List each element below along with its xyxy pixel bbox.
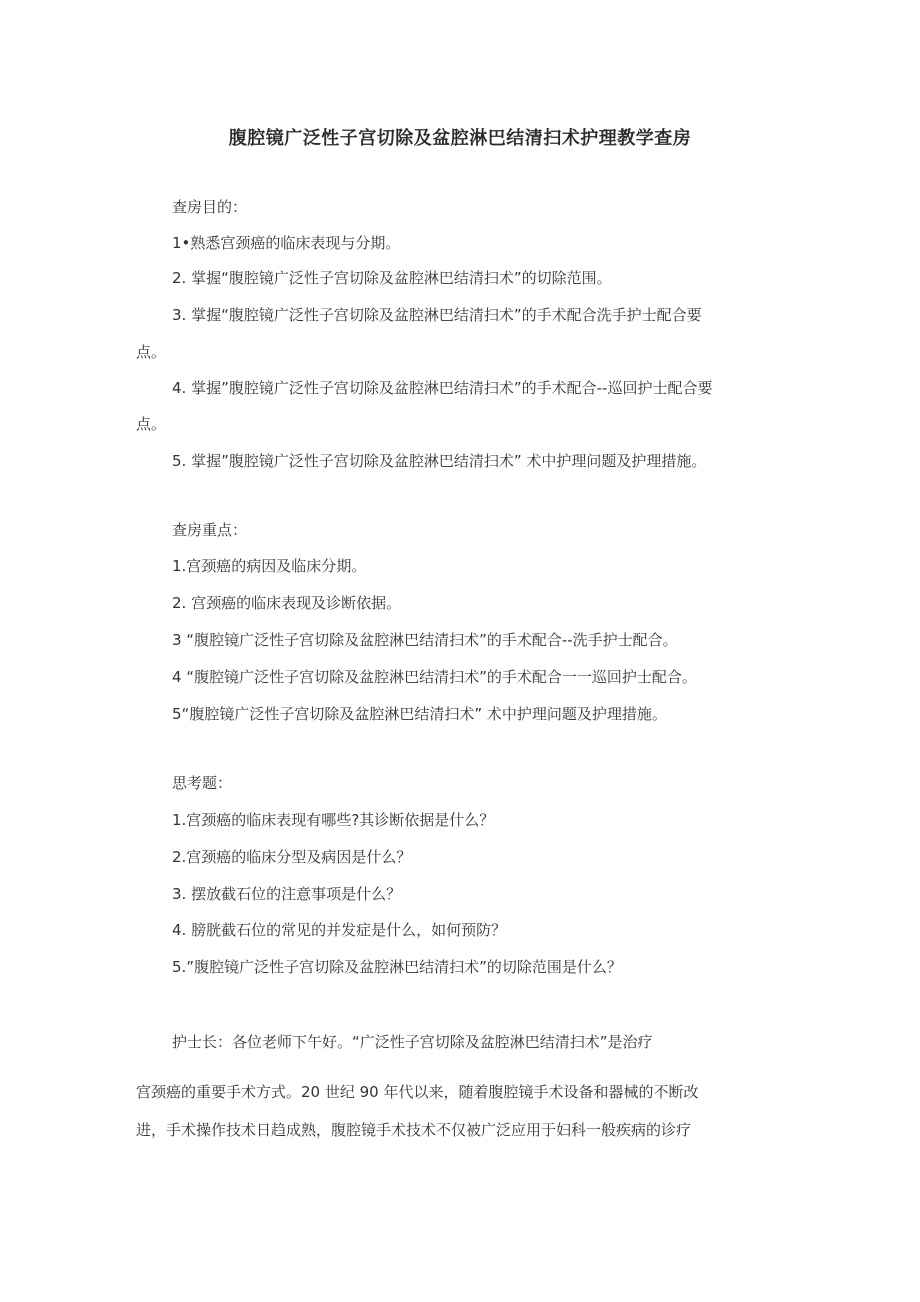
- body-paragraph-line-1: 护士长：各位老师下午好。“广泛性子宫切除及盆腔淋巴结清扫术”是治疗: [172, 1033, 653, 1051]
- keypoint-item-2: 2. 宫颈癌的临床表现及诊断依据。: [172, 594, 402, 612]
- objective-item-1: 1•熟悉宫颈癌的临床表现与分期。: [172, 234, 401, 252]
- objectives-heading: 查房目的：: [172, 198, 248, 216]
- question-item-4: 4. 膀胱截石位的常见的并发症是什么，如何预防？: [172, 921, 507, 939]
- keypoint-item-1: 1.宫颈癌的病因及临床分期。: [172, 557, 367, 575]
- body-paragraph-line-3: 进，手术操作技术日趋成熟，腹腔镜手术技术不仅被广泛应用于妇科一般疾病的诊疗: [136, 1121, 692, 1139]
- objective-item-3-cont: 点。: [136, 343, 167, 361]
- objective-item-4: 4. 掌握”腹腔镜广泛性子宫切除及盆腔淋巴结清扫术”的手术配合--巡回护士配合要: [172, 379, 713, 397]
- objective-item-3: 3. 掌握“腹腔镜广泛性子宫切除及盆腔淋巴结清扫术”的手术配合洗手护士配合要: [172, 306, 702, 324]
- question-item-1: 1.宫颈癌的临床表现有哪些?其诊断依据是什么？: [172, 811, 495, 829]
- questions-heading: 思考题：: [172, 774, 233, 792]
- objective-item-4-cont: 点。: [136, 415, 167, 433]
- question-item-3: 3. 摆放截石位的注意事项是什么？: [172, 885, 402, 903]
- question-item-2: 2.宫颈癌的临床分型及病因是什么？: [172, 848, 412, 866]
- objective-item-5: 5. 掌握”腹腔镜广泛性子宫切除及盆腔淋巴结清扫术” 术中护理问题及护理措施。: [172, 452, 707, 470]
- keypoints-heading: 查房重点：: [172, 521, 248, 539]
- question-item-5: 5.”腹腔镜广泛性子宫切除及盆腔淋巴结清扫术”的切除范围是什么？: [172, 958, 622, 976]
- keypoint-item-4: 4 “腹腔镜广泛性子宫切除及盆腔淋巴结清扫术”的手术配合一一巡回护士配合。: [172, 668, 697, 686]
- keypoint-item-3: 3 “腹腔镜广泛性子宫切除及盆腔淋巴结清扫术”的手术配合--洗手护士配合。: [172, 631, 678, 649]
- document-title: 腹腔镜广泛性子宫切除及盆腔淋巴结清扫术护理教学查房: [228, 128, 692, 149]
- keypoint-item-5: 5“腹腔镜广泛性子宫切除及盆腔淋巴结清扫术” 术中护理问题及护理措施。: [172, 705, 667, 723]
- objective-item-2: 2. 掌握“腹腔镜广泛性子宫切除及盆腔淋巴结清扫术”的切除范围。: [172, 269, 612, 287]
- body-paragraph-line-2: 宫颈癌的重要手术方式。20 世纪 90 年代以来，随着腹腔镜手术设备和器械的不断改: [136, 1083, 699, 1101]
